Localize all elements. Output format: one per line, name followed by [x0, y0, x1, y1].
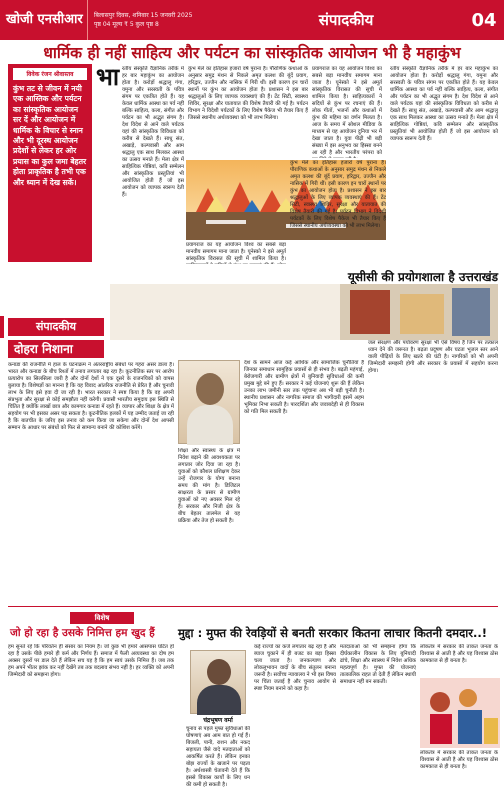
issue-author-photo — [190, 650, 246, 714]
editorial-band: संपादकीय — [8, 318, 104, 336]
lead-column-5-text: प्रयागराज का यह आयोजन विश्व का सबसे बड़ा मानवीय समागम माना जाता है। यूनेस्को ने इसे अमूर्त सांस्कृतिक विरासत की सूची में शामिल किया है। — [186, 242, 286, 262]
issue-column-4-text: लोकतंत्र में सरकार की ताकत जनता के विश्वास से आती है और यह विश्वास ठोस कामकाज से ही बनता है। — [420, 644, 498, 664]
lead-column-4-text: रतीय संस्कृति वैज्ञानिक तरीके में हर बार महाकुंभ का आयोजन होता है। करोड़ों श्रद्धालु गंगा, यमुना और सरस्वती के पवित्र संगम पर एकत्रित होते हैं। यह केवल धार्मिक आस्था का पर्व नहीं बल्कि साहित्य, कला, संगीत और पर्यटन का भी अद्भुत संगम है। देश विदेश से आने वाले पर्यटक यहां की सांस्कृतिक विविधता को करीब से देखते हैं। साधु संत, अखाड़े, कल्पवासी और आम श्रद्धालु एक साथ मिलकर आस्था का उत्सव मनाते हैं। मेला क्षेत्र में साहित्यिक गोष्ठियां, कवि सम्मेलन और सांस्कृतिक प्रस्तुतियां भी आयोजित होती हैं जो इस आयोजन को व्यापक स्वरूप देती हैं। — [390, 66, 498, 142]
masthead — [0, 0, 504, 40]
editorial-column-2-text: देश के सामने आज कई आर्थिक और सामाजिक चुनौतियां हैं जिनका समाधान सामूहिक प्रयासों से ही संभव है। बढ़ती महंगाई, बेरोजगारी और ग्रामीण क्षेत्रों में बुनियादी सुविधाओं की कमी प्रमुख मुद्दे बने हुए हैं। सरकार ने कई योजनाएं शुरू की हैं लेकिन उनका लाभ जमीनी स्तर तक पहुंचाना अब भी बड़ी चुनौती है। स्थानीय प्रशासन और नागरिक समाज की भागीदारी इसमें अहम भूमिका निभा सकती है। पारदर्शिता और जवाबदेही से ही विकास को गति मिल सकती है। — [244, 360, 364, 415]
ucc-photo — [110, 284, 498, 340]
freebies-photo — [420, 678, 500, 748]
lead-column-2 — [188, 66, 308, 158]
lead-dropcap: भा — [96, 63, 120, 91]
section-divider — [8, 606, 498, 607]
editorial-author-photo — [178, 360, 240, 444]
issue-headline: मुद्दा : मुफ्त की रेवड़ियों से बनती सरकार कितना लाचार कितनी दमदार..! — [178, 626, 488, 640]
issue-column-2 — [254, 644, 336, 794]
pull-quote-box — [8, 64, 92, 262]
editorial-column-1-text: कनाडा की राजनीति में हाल के घटनाक्रम ने अंतरराष्ट्रीय संबंधों पर गहरा असर डाला है। भारत और कनाडा के बीच रिश्तों में तनाव लगातार बढ़ रहा है। कूटनीतिक स्तर पर आरोप प्रत्यारोप का सिलसिला जारी है और दोनों देशों ने एक दूसरे के राजनयिकों को वापस बुलाया है। विशेषज्ञों का मानना है कि यह विवाद आंतरिक राजनीति से प्रेरित है और चुनावी लाभ के लिए इसे हवा दी जा रही है। भारत सरकार ने स्पष्ट किया है कि वह अपनी संप्रभुता और सुरक्षा से कोई समझौता नहीं करेगी। प्रवासी भारतीय समुदाय इस स्थिति से चिंतित है क्योंकि लाखों छात्र और कामगार कनाडा में रहते हैं। व्यापार और शिक्षा के क्षेत्र में सहयोग पर भी इसका असर पड़ सकता है। कूटनीतिक हलकों में यह उम्मीद जताई जा रही है कि बातचीत के जरिए इस तनाव को कम किया जा सकेगा और दोनों देश आपसी सम्मान के आधार पर संबंधों को फिर से सामान्य बनाने की कोशिश करेंगे। — [8, 362, 174, 431]
pull-quote-text: कुंभ तट से जीवन में नयी एक आस्तिक और पर्यटन का सांस्कृतिक आयोजन सर दें और आयोजन में धार्मिक के विचार से स्नान और भी दूरस्थ आयोजन प्रदेशों से लेकर हर ओर प्रयास का कुल जमा बेहतर होता प्राकृतिक है तभी एक और ध्यान में देख सकें। — [13, 84, 87, 187]
freebies-illustration — [420, 678, 500, 748]
lead-column-1-text: रतीय संस्कृति वैज्ञानिक तरीके में हर बार महाकुंभ का आयोजन होता है। करोड़ों श्रद्धालु गंगा, यमुना और सरस्वती के पवित्र संगम पर एकत्रित होते हैं। यह केवल धार्मिक आस्था का पर्व नहीं बल्कि साहित्य, कला, संगीत और पर्यटन का भी अद्भुत संगम है। देश विदेश से आने वाले पर्यटक यहां की सांस्कृतिक विविधता को करीब से देखते हैं। साधु संत, अखाड़े, कल्पवासी और आम श्रद्धालु एक साथ मिलकर आस्था का उत्सव मनाते हैं। मेला क्षेत्र में साहित्यिक गोष्ठियां, कवि सम्मेलन और सांस्कृतिक प्रस्तुतियां भी आयोजित होती हैं जो इस आयोजन को व्यापक स्वरूप देती हैं। — [122, 66, 184, 198]
lead-column-1 — [122, 66, 184, 262]
issue-column-4 — [420, 644, 498, 676]
dateline-line-1: बिलासपुर दिवस, शनिवार 15 जनवरी 2025 — [94, 12, 193, 19]
editorial-column-4 — [368, 340, 498, 602]
dateline-line-2: पृष्ठ 04 मूल्य ₹ 5 कुल पृष्ठ 8 — [94, 21, 159, 28]
pull-quote-byline: विवेक रंजन श्रीवास्तव — [13, 68, 87, 80]
lead-column-6-text: कुंभ मेले का इतिहास हजारों वर्ष पुराना है। पौराणिक कथाओं के अनुसार समुद्र मंथन से निकले अमृत कलश की बूंदें प्रयाग, हरिद्वार, उज्जैन और नासिक में गिरी थीं। इसी कारण इन चारों स्थानों पर कुंभ का आयोजन होता है। प्रशासन ने इस बार श्रद्धालुओं के लिए व्यापक व्यवस्थाएं की हैं। टेंट सिटी, स्वास्थ्य शिविर, सुरक्षा और यातायात की विशेष तैयारी की गई है। पर्यटन विभाग ने विदेशी पर्यटकों के लिए विशेष पैकेज भी तैयार किए हैं जिससे स्थानीय अर्थव्यवस्था को भी लाभ मिलेगा। — [290, 160, 386, 229]
ucc-illustration — [110, 284, 498, 340]
guest-headline: जो हो रहा है उसके निमित्त हम खुद हैं — [10, 627, 155, 639]
lead-column-6 — [290, 160, 386, 264]
issue-author-name: चंद्रभूषण वर्मा — [203, 717, 233, 724]
issue-column-5 — [420, 750, 498, 794]
guest-column-text: हम सुनते रहे कि परिवर्तन ही संसार का नियम है। जो कुछ भी हमारे आसपास घटित हो रहा है उसके पीछे हमारे ही कर्म और निर्णय हैं। समाज में फैली अव्यवस्था का दोष हम अक्सर दूसरों पर डाल देते हैं लेकिन सच यह है कि हम स्वयं उसके निमित्त हैं। जब तक हम अपने भीतर झांक कर नहीं देखेंगे तब तक बदलाव संभव नहीं है। हर व्यक्ति को अपनी जिम्मेदारी को समझना होगा। — [8, 644, 174, 678]
issue-column-1 — [186, 726, 250, 794]
issue-column-3 — [340, 644, 416, 794]
editorial-column-3-text: शिक्षा और स्वास्थ्य के क्षेत्र में निवेश बढ़ाने की आवश्यकता पर लगातार जोर दिया जा रहा है। युवाओं को कौशल प्रशिक्षण देकर उन्हें रोजगार के योग्य बनाना समय की मांग है। डिजिटल साक्षरता के प्रसार से ग्रामीण युवाओं को नए अवसर मिल रहे हैं। सरकार और निजी क्षेत्र के बीच बेहतर तालमेल से यह प्रक्रिया और तेज हो सकती है। — [178, 448, 240, 524]
lead-column-3 — [312, 66, 382, 158]
section-heading: संपादकीय — [318, 11, 374, 29]
lead-column-3-text: प्रयागराज का यह आयोजन विश्व का सबसे बड़ा मानवीय समागम माना जाता है। यूनेस्को ने इसे अमूर्त सांस्कृतिक विरासत की सूची में शामिल किया है। साहित्यकारों ने सदियों से कुंभ पर रचनाएं की हैं। लोक गीतों, भजनों और कथाओं में कुंभ की महिमा का वर्णन मिलता है। आज के समय में सोशल मीडिया के माध्यम से यह आयोजन दुनिया भर में देखा जाता है। युवा पीढ़ी भी बड़ी संख्या में इस अनुभव का हिस्सा बनने आ रही है और भारतीय परंपरा को — [312, 66, 382, 156]
editorial-marker — [0, 316, 4, 338]
newspaper-brand: खोजी एनसीआर — [0, 0, 88, 40]
lead-headline: धार्मिक ही नहीं साहित्य और पर्यटन का सांस्कृतिक आयोजन भी है महाकुंभ — [43, 44, 461, 62]
issue-column-1-text: चुनाव से पहले मुफ्त सुविधाओं की घोषणाएं अब आम बात हो गई हैं। बिजली, पानी, राशन और नकद सहायता जैसे वादे मतदाताओं को आकर्षित करते हैं। लेकिन इनका बोझ राज्यों के खजाने पर पड़ता है। अर्थशास्त्री चेतावनी देते हैं कि इससे विकास कार्यों के लिए धन की कमी हो सकती है। — [186, 726, 250, 788]
editorial-column-3 — [178, 448, 240, 602]
issue-column-3-text: मतदाताओं को भी समझना होगा कि दीर्घकालीन विकास के लिए बुनियादी ढांचे, शिक्षा और स्वास्थ्य में निवेश अधिक महत्वपूर्ण है। मुफ्त की योजनाएं तात्कालिक राहत तो देती हैं लेकिन स्थायी समाधान नहीं बन सकतीं। — [340, 644, 416, 685]
ucc-headline: यूसीसी की प्रयोगशाला है उत्तराखंड — [347, 270, 498, 284]
dateline — [88, 11, 228, 29]
editorial-column-2 — [244, 360, 364, 602]
guest-label: विशेष — [70, 612, 134, 624]
lead-column-5 — [186, 242, 286, 264]
page-number: 04 — [471, 9, 497, 31]
editorial-column-4-text: जल संरक्षण और पर्यावरण सुरक्षा भी ऐसे विषय हैं जिन पर तत्काल ध्यान देने की जरूरत है। बढ़ता प्रदूषण और घटता भूजल स्तर आने वाली पीढ़ियों के लिए खतरे की घंटी है। नागरिकों को भी अपनी जिम्मेदारी समझनी होगी और सरकार के प्रयासों में सहयोग करना होगा। — [368, 340, 498, 374]
issue-column-2-text: कई राज्यों का कर्ज लगातार बढ़ रहा है और ब्याज चुकाने में ही बजट का बड़ा हिस्सा चला जाता है। जनकल्याण और लोकलुभावन वादों के बीच संतुलन बनाना जरूरी है। सर्वोच्च न्यायालय ने भी इस विषय पर चिंता जताई है और चुनाव आयोग से स्पष्ट नियम बनाने को कहा है। — [254, 644, 336, 692]
lead-column-2-text: कुंभ मेले का इतिहास हजारों वर्ष पुराना है। पौराणिक कथाओं के अनुसार समुद्र मंथन से निकले अमृत कलश की बूंदें प्रयाग, हरिद्वार, उज्जैन और नासिक में गिरी थीं। इसी कारण इन चारों स्थानों पर कुंभ का आयोजन होता है। प्रशासन ने इस बार श्रद्धालुओं के लिए व्यापक व्यवस्थाएं की हैं। टेंट सिटी, स्वास्थ्य शिविर, सुरक्षा और यातायात की विशेष तैयारी की गई है। पर्यटन विभाग ने विदेशी पर्यटकों के लिए विशेष पैकेज भी तैयार किए हैं जिससे स्थानीय अर्थव्यवस्था को भी लाभ मिलेगा। — [188, 66, 308, 121]
guest-column — [8, 644, 174, 794]
editorial-title: दोहरा निशाना — [8, 340, 104, 358]
issue-column-5-text: लोकतंत्र में सरकार की ताकत जनता के विश्वास से आती है और यह विश्वास ठोस कामकाज से ही बनता है। — [420, 750, 498, 770]
lead-column-4 — [390, 66, 498, 262]
editorial-column-1 — [8, 362, 174, 602]
